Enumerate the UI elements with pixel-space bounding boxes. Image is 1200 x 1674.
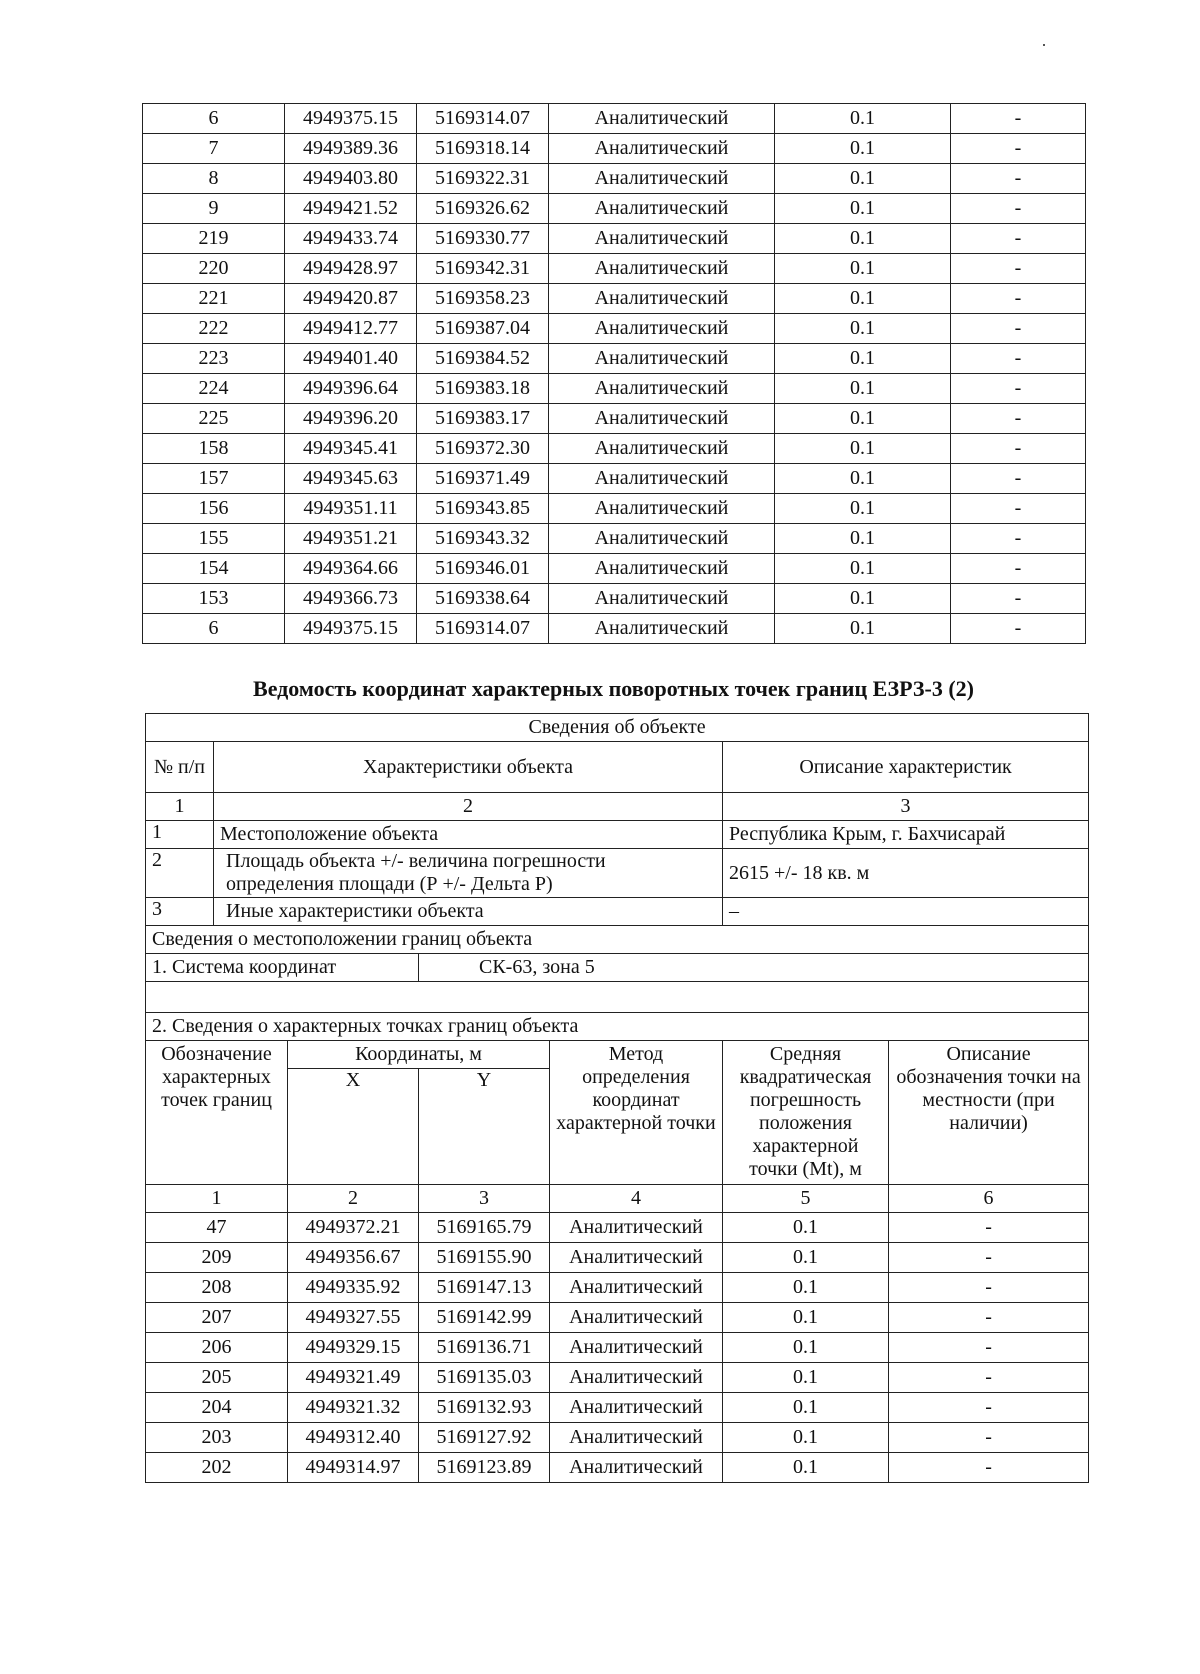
- error: 0.1: [775, 104, 951, 134]
- error: 0.1: [723, 1363, 889, 1393]
- coord-y: 5169314.07: [417, 614, 549, 644]
- method: Аналитический: [549, 584, 775, 614]
- point-id: 157: [143, 464, 285, 494]
- error: 0.1: [723, 1213, 889, 1243]
- points-header: 2. Сведения о характерных точках границ объекта: [146, 1013, 1089, 1041]
- error: 0.1: [775, 434, 951, 464]
- marker: -: [951, 374, 1086, 404]
- method: Аналитический: [549, 164, 775, 194]
- point-id: 207: [146, 1303, 288, 1333]
- coord-x: 4949327.55: [288, 1303, 419, 1333]
- error: 0.1: [775, 254, 951, 284]
- section-title: Ведомость координат характерных поворотных точек границ ЕЗРЗ-3 (2): [253, 676, 974, 701]
- marker: -: [951, 614, 1086, 644]
- method: Аналитический: [549, 464, 775, 494]
- table-row: [146, 1273, 1089, 1303]
- coord-system-label: 1. Система координат: [146, 954, 419, 982]
- coord-y: 5169346.01: [417, 554, 549, 584]
- method: Аналитический: [549, 494, 775, 524]
- coord-y: 5169132.93: [419, 1393, 550, 1423]
- coord-y: 5169330.77: [417, 224, 549, 254]
- marker: -: [951, 194, 1086, 224]
- point-id: 6: [143, 104, 285, 134]
- location-header: Сведения о местоположении границ объекта: [146, 926, 1089, 954]
- method: Аналитический: [550, 1423, 723, 1453]
- coord-x: 4949433.74: [285, 224, 417, 254]
- coord-y: 5169384.52: [417, 344, 549, 374]
- error: 0.1: [775, 554, 951, 584]
- coord-x: 4949375.15: [285, 614, 417, 644]
- point-id: 224: [143, 374, 285, 404]
- coord-y: 5169135.03: [419, 1363, 550, 1393]
- characteristic-value: –: [723, 898, 1089, 926]
- coord-y: 5169318.14: [417, 134, 549, 164]
- point-id: 156: [143, 494, 285, 524]
- method: Аналитический: [549, 104, 775, 134]
- coord-y: 5169343.32: [417, 524, 549, 554]
- marker: -: [889, 1453, 1089, 1483]
- index-cell: 3: [419, 1185, 550, 1213]
- marker: -: [951, 224, 1086, 254]
- points-table-body: [146, 1213, 1089, 1483]
- table-row: [146, 1423, 1089, 1453]
- index-cell: 6: [889, 1185, 1089, 1213]
- point-id: 225: [143, 404, 285, 434]
- characteristic-name: Площадь объекта +/- величина погрешности определения площади (Р +/- Дельта Р): [214, 849, 723, 898]
- error: 0.1: [775, 464, 951, 494]
- point-id: 222: [143, 314, 285, 344]
- coord-y: 5169142.99: [419, 1303, 550, 1333]
- coord-x: 4949420.87: [285, 284, 417, 314]
- coord-x: 4949312.40: [288, 1423, 419, 1453]
- error: 0.1: [775, 224, 951, 254]
- marker: -: [889, 1333, 1089, 1363]
- points-table-continued: [142, 103, 1086, 644]
- marker: -: [951, 164, 1086, 194]
- error: 0.1: [723, 1453, 889, 1483]
- coord-y: 5169343.85: [417, 494, 549, 524]
- coord-y: 5169338.64: [417, 584, 549, 614]
- marker: -: [951, 314, 1086, 344]
- coord-x: 4949401.40: [285, 344, 417, 374]
- y-header: Y: [419, 1069, 550, 1185]
- marker: -: [951, 524, 1086, 554]
- error: 0.1: [775, 164, 951, 194]
- marker: -: [951, 494, 1086, 524]
- coord-x: 4949364.66: [285, 554, 417, 584]
- point-id: 223: [143, 344, 285, 374]
- coord-x: 4949403.80: [285, 164, 417, 194]
- method: Аналитический: [549, 554, 775, 584]
- coord-x: 4949314.97: [288, 1453, 419, 1483]
- error: 0.1: [723, 1243, 889, 1273]
- marker: -: [951, 254, 1086, 284]
- point-id: 47: [146, 1213, 288, 1243]
- col-number-header: № п/п: [146, 742, 214, 793]
- col-point-id-header: Обозначение характерных точек границ: [146, 1041, 288, 1185]
- point-id: 220: [143, 254, 285, 284]
- table-row: [146, 1453, 1089, 1483]
- coord-x: 4949396.64: [285, 374, 417, 404]
- coord-y: 5169387.04: [417, 314, 549, 344]
- table-row: [143, 524, 1086, 554]
- coord-x: 4949372.21: [288, 1213, 419, 1243]
- method: Аналитический: [549, 134, 775, 164]
- row-number: 2: [146, 849, 214, 898]
- marker: -: [951, 554, 1086, 584]
- point-id: 206: [146, 1333, 288, 1363]
- coord-y: 5169342.31: [417, 254, 549, 284]
- error: 0.1: [775, 314, 951, 344]
- method: Аналитический: [550, 1363, 723, 1393]
- coord-x: 4949412.77: [285, 314, 417, 344]
- point-id: 158: [143, 434, 285, 464]
- error: 0.1: [723, 1273, 889, 1303]
- coord-y: 5169314.07: [417, 104, 549, 134]
- row-number: 3: [146, 898, 214, 926]
- error: 0.1: [775, 284, 951, 314]
- coord-y: 5169155.90: [419, 1243, 550, 1273]
- coord-y: 5169383.17: [417, 404, 549, 434]
- coord-x: 4949389.36: [285, 134, 417, 164]
- method: Аналитический: [549, 284, 775, 314]
- characteristic-name: Иные характеристики объекта: [214, 898, 723, 926]
- point-id: 205: [146, 1363, 288, 1393]
- point-id: 204: [146, 1393, 288, 1423]
- scan-speck: [1043, 44, 1045, 46]
- marker: -: [951, 134, 1086, 164]
- method: Аналитический: [550, 1273, 723, 1303]
- index-cell: 1: [146, 793, 214, 821]
- table-row: [146, 1333, 1089, 1363]
- point-id: 155: [143, 524, 285, 554]
- coord-x: 4949375.15: [285, 104, 417, 134]
- coord-x: 4949345.41: [285, 434, 417, 464]
- point-id: 221: [143, 284, 285, 314]
- marker: -: [951, 284, 1086, 314]
- table-row: [146, 1393, 1089, 1423]
- row-number: 1: [146, 821, 214, 849]
- coord-x: 4949335.92: [288, 1273, 419, 1303]
- marker: -: [889, 1393, 1089, 1423]
- col-characteristics-header: Характеристики объекта: [214, 742, 723, 793]
- method: Аналитический: [549, 224, 775, 254]
- coord-y: 5169322.31: [417, 164, 549, 194]
- point-id: 203: [146, 1423, 288, 1453]
- table-row: [143, 434, 1086, 464]
- error: 0.1: [723, 1423, 889, 1453]
- table-row: [143, 134, 1086, 164]
- method: Аналитический: [550, 1393, 723, 1423]
- object-info-table: [145, 713, 1089, 1483]
- point-id: 153: [143, 584, 285, 614]
- point-id: 208: [146, 1273, 288, 1303]
- points-table-continued-body: [143, 104, 1086, 644]
- index-cell: 3: [723, 793, 1089, 821]
- error: 0.1: [723, 1333, 889, 1363]
- marker: -: [951, 104, 1086, 134]
- coord-y: 5169127.92: [419, 1423, 550, 1453]
- marker: -: [889, 1423, 1089, 1453]
- method: Аналитический: [550, 1333, 723, 1363]
- point-id: 219: [143, 224, 285, 254]
- coord-y: 5169165.79: [419, 1213, 550, 1243]
- table-row: [143, 194, 1086, 224]
- coord-y: 5169136.71: [419, 1333, 550, 1363]
- method: Аналитический: [549, 374, 775, 404]
- table-row: [146, 1303, 1089, 1333]
- method: Аналитический: [549, 524, 775, 554]
- marker: -: [889, 1243, 1089, 1273]
- index-cell: 1: [146, 1185, 288, 1213]
- index-cell: 2: [214, 793, 723, 821]
- error: 0.1: [775, 524, 951, 554]
- marker: -: [889, 1303, 1089, 1333]
- coord-x: 4949428.97: [285, 254, 417, 284]
- method: Аналитический: [550, 1213, 723, 1243]
- coord-x: 4949421.52: [285, 194, 417, 224]
- table-row: [143, 314, 1086, 344]
- coord-x: 4949356.67: [288, 1243, 419, 1273]
- table-row: [143, 614, 1086, 644]
- marker: -: [889, 1213, 1089, 1243]
- method: Аналитический: [549, 254, 775, 284]
- table-row: [143, 584, 1086, 614]
- coord-y: 5169326.62: [417, 194, 549, 224]
- method: Аналитический: [549, 434, 775, 464]
- col-error-header: Средняя квадратическая погрешность положения характерной точки (Mt), м: [723, 1041, 889, 1185]
- error: 0.1: [775, 344, 951, 374]
- table-row: [143, 254, 1086, 284]
- characteristic-value: Республика Крым, г. Бахчисарай: [723, 821, 1089, 849]
- error: 0.1: [723, 1303, 889, 1333]
- coord-x: 4949351.21: [285, 524, 417, 554]
- method: Аналитический: [550, 1303, 723, 1333]
- marker: -: [951, 344, 1086, 374]
- coord-x: 4949321.32: [288, 1393, 419, 1423]
- coord-system-value: СК-63, зона 5: [419, 954, 1089, 982]
- error: 0.1: [775, 404, 951, 434]
- coord-x: 4949366.73: [285, 584, 417, 614]
- table-row: [143, 374, 1086, 404]
- coord-x: 4949321.49: [288, 1363, 419, 1393]
- error: 0.1: [775, 614, 951, 644]
- point-id: 202: [146, 1453, 288, 1483]
- method: Аналитический: [549, 314, 775, 344]
- index-cell: 2: [288, 1185, 419, 1213]
- method: Аналитический: [549, 404, 775, 434]
- coord-y: 5169123.89: [419, 1453, 550, 1483]
- marker: -: [889, 1273, 1089, 1303]
- table-row: [143, 344, 1086, 374]
- table-row: [143, 554, 1086, 584]
- method: Аналитический: [550, 1453, 723, 1483]
- coord-x: 4949396.20: [285, 404, 417, 434]
- table-row: [143, 104, 1086, 134]
- point-id: 154: [143, 554, 285, 584]
- method: Аналитический: [549, 344, 775, 374]
- table-row: [146, 1243, 1089, 1273]
- point-id: 9: [143, 194, 285, 224]
- col-description-header: Описание характеристик: [723, 742, 1089, 793]
- point-id: 209: [146, 1243, 288, 1273]
- method: Аналитический: [549, 614, 775, 644]
- x-header: X: [288, 1069, 419, 1185]
- marker: -: [951, 464, 1086, 494]
- object-info-header: Сведения об объекте: [146, 714, 1089, 742]
- marker: -: [951, 584, 1086, 614]
- col-method-header: Метод определения координат характерной точки: [550, 1041, 723, 1185]
- col-marker-header: Описание обозначения точки на местности (при наличии): [889, 1041, 1089, 1185]
- error: 0.1: [775, 134, 951, 164]
- error: 0.1: [775, 194, 951, 224]
- marker: -: [951, 434, 1086, 464]
- table-row: [143, 464, 1086, 494]
- coord-y: 5169358.23: [417, 284, 549, 314]
- index-cell: 4: [550, 1185, 723, 1213]
- coord-y: 5169383.18: [417, 374, 549, 404]
- error: 0.1: [723, 1393, 889, 1423]
- marker: -: [951, 404, 1086, 434]
- method: Аналитический: [550, 1243, 723, 1273]
- coord-x: 4949345.63: [285, 464, 417, 494]
- coords-header: Координаты, м: [288, 1041, 550, 1069]
- coord-x: 4949351.11: [285, 494, 417, 524]
- error: 0.1: [775, 374, 951, 404]
- characteristic-value: 2615 +/- 18 кв. м: [723, 849, 1089, 898]
- index-cell: 5: [723, 1185, 889, 1213]
- point-id: 7: [143, 134, 285, 164]
- table-row: [146, 1213, 1089, 1243]
- point-id: 6: [143, 614, 285, 644]
- table-row: [143, 404, 1086, 434]
- method: Аналитический: [549, 194, 775, 224]
- empty-row: [146, 982, 1089, 1013]
- coord-y: 5169372.30: [417, 434, 549, 464]
- table-row: [143, 224, 1086, 254]
- coord-y: 5169147.13: [419, 1273, 550, 1303]
- point-id: 8: [143, 164, 285, 194]
- table-row: [143, 494, 1086, 524]
- table-row: [143, 284, 1086, 314]
- error: 0.1: [775, 584, 951, 614]
- error: 0.1: [775, 494, 951, 524]
- table-row: [146, 1363, 1089, 1393]
- characteristic-name: Местоположение объекта: [214, 821, 723, 849]
- coord-y: 5169371.49: [417, 464, 549, 494]
- marker: -: [889, 1363, 1089, 1393]
- table-row: [143, 164, 1086, 194]
- coord-x: 4949329.15: [288, 1333, 419, 1363]
